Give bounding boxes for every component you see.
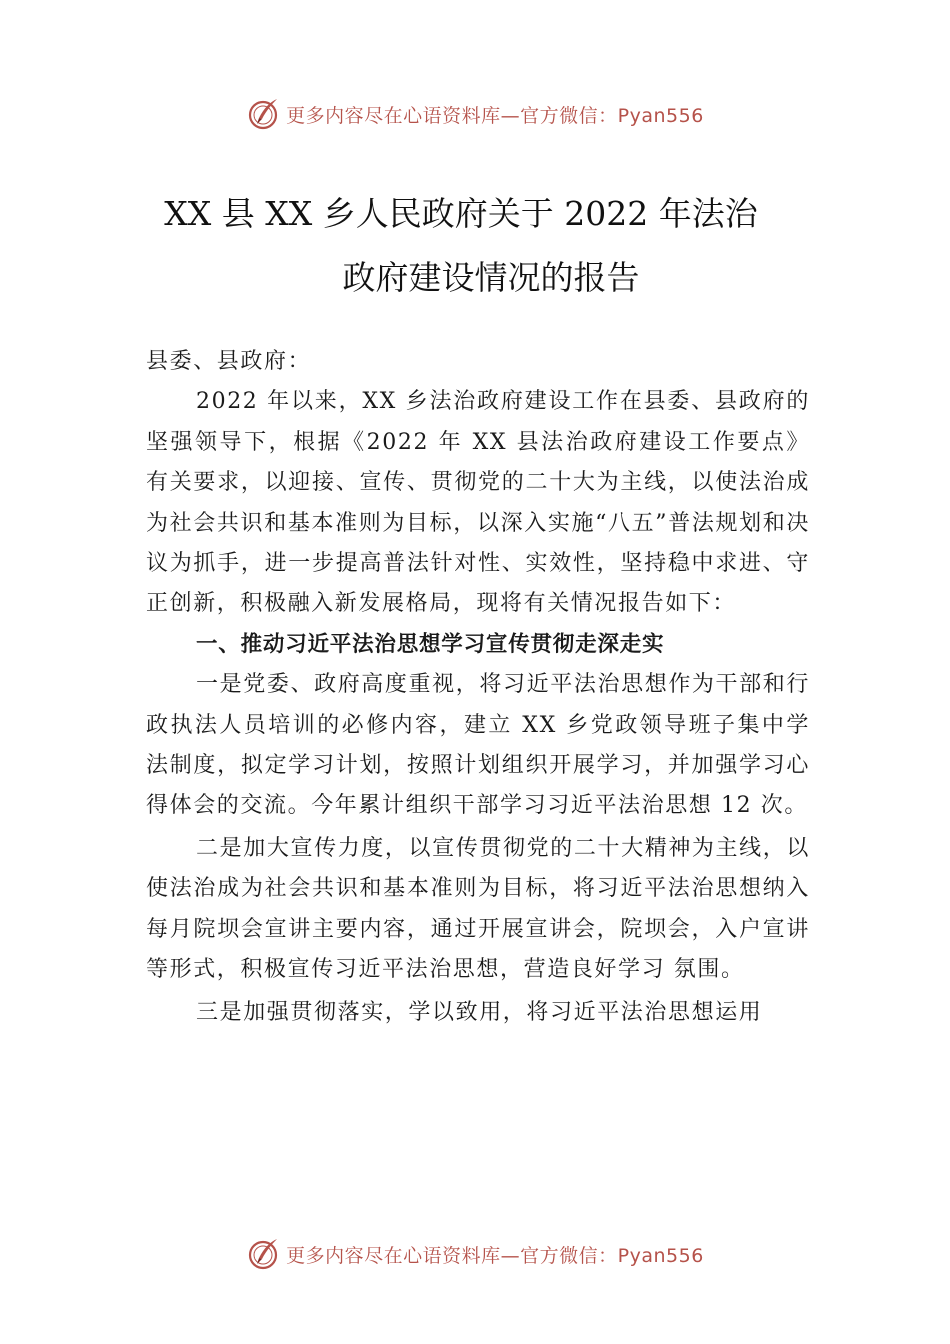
footer-watermark-banner (0, 1232, 950, 1276)
header-watermark-banner (0, 92, 950, 136)
body-paragraph-2: 二是加大宣传力度，以宣传贯彻党的二十大精神为主线，以使法治成为社会共识和基本准则为目标，将习近平法治思想纳入每月院坝会宣讲主要内容，通过开展宣讲会，院坝会，入户宣讲等形式，积极宣传习近平法治思想，营造良好学习 氛围。 (146, 835, 810, 983)
watermark-text: 更多内容尽在心语资料库—官方微信：Pyan556 (286, 104, 704, 127)
document-title-line-2: 政府建设情况的报告 (342, 258, 640, 297)
document-title-line-1: XX 县 XX 乡人民政府关于 2022 年法治 (164, 194, 758, 233)
document-body (146, 342, 810, 1033)
quill-pen-seal-icon (246, 96, 282, 132)
section-heading-1: 一、推动习近平法治思想学习宣传贯彻走深走实 (196, 631, 665, 657)
intro-paragraph: 2022 年以来，XX 乡法治政府建设工作在县委、县政府的坚强领导下，根据《2022 年 XX 县法治政府建设工作要点》有关要求，以迎接、宣传、贯彻党的二十大为主线，以使法治成为社会共识和基本准则为目标，以深入实施“八五”普法规划和决议为抓手，进一步提高普法针对性、实效性，坚持稳中求进、守正创新，积极融入新发展格局，现将有关情况报告如下： (146, 389, 810, 617)
salutation: 县委、县政府： (146, 349, 312, 374)
body-paragraph-3: 三是加强贯彻落实，学以致用，将习近平法治思想运用 (196, 999, 763, 1025)
watermark-text: 更多内容尽在心语资料库—官方微信：Pyan556 (286, 1244, 704, 1267)
body-paragraph-1: 一是党委、政府高度重视，将习近平法治思想作为干部和行政执法人员培训的必修内容，建立 XX 乡党政领导班子集中学法制度，拟定学习计划，按照计划组织开展学习，并加强学习心得体会的交流。今年累计组织干部学习习近平法治思想 12 次。 (146, 672, 810, 819)
quill-pen-seal-icon (246, 1236, 282, 1272)
